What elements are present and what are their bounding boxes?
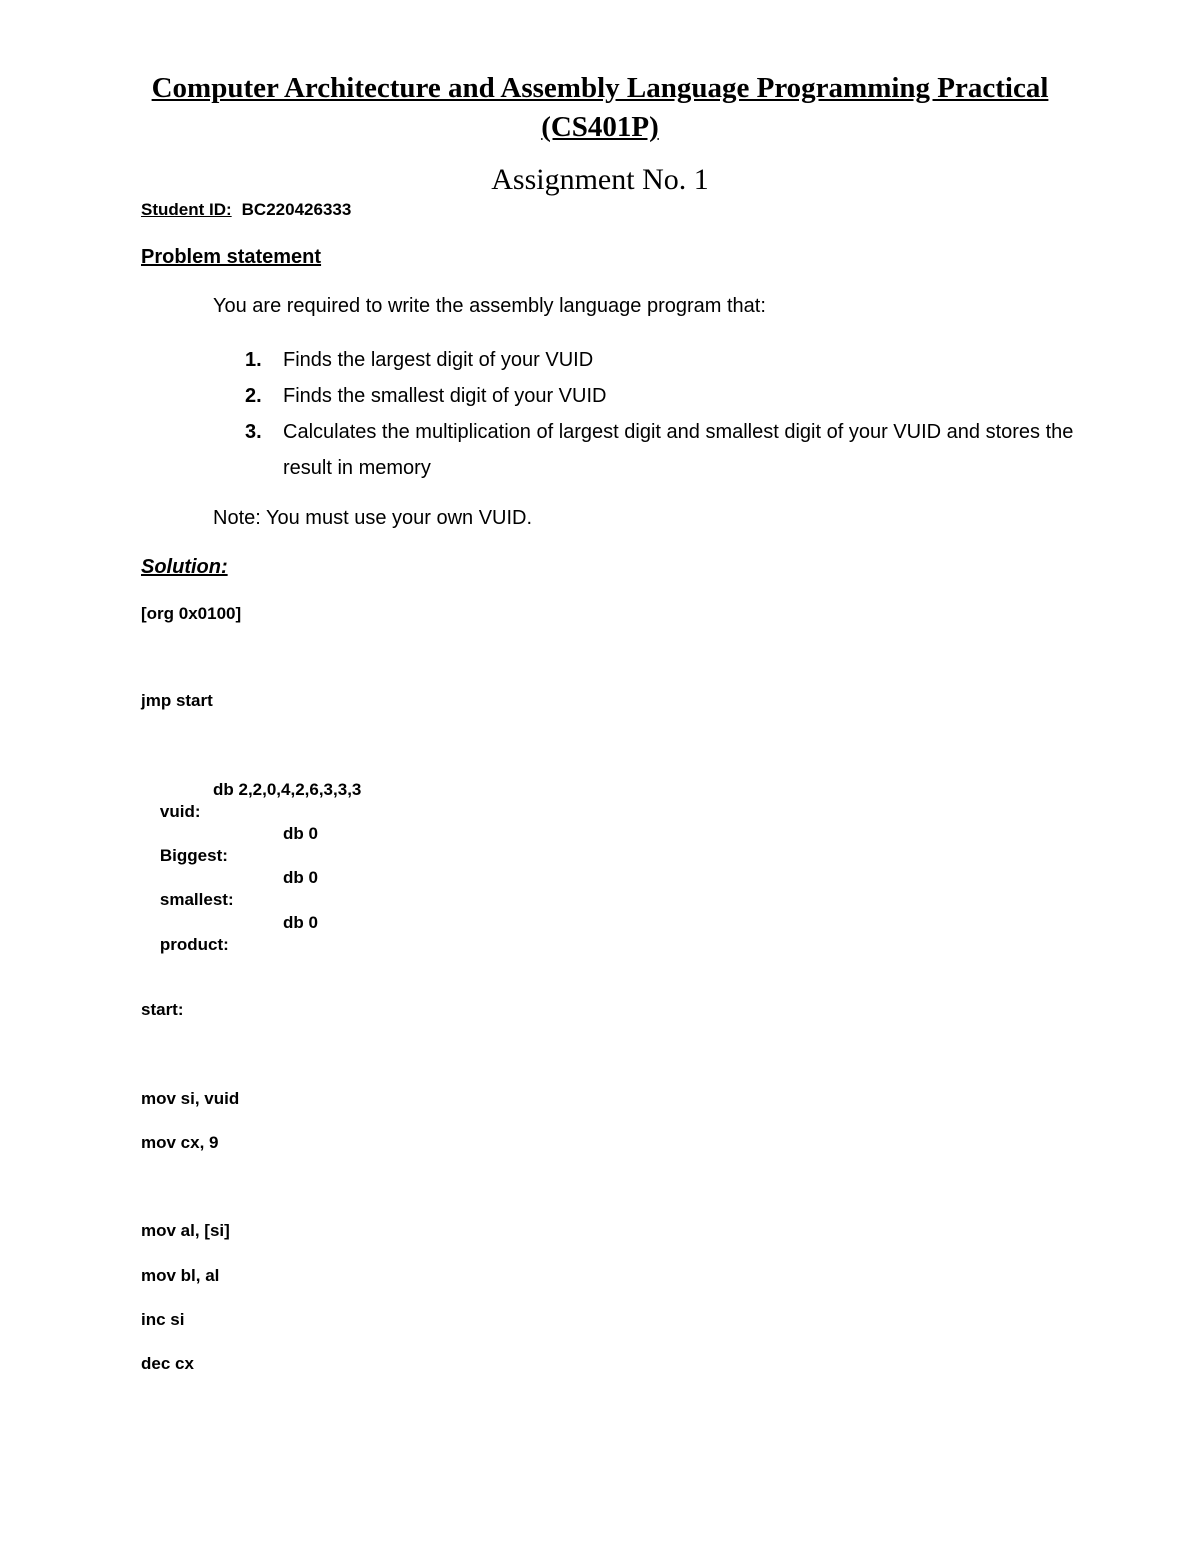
requirement-text: Finds the smallest digit of your VUID <box>283 385 607 407</box>
requirement-number: 2. <box>245 385 262 407</box>
code-value-biggest: db 0 <box>283 824 318 843</box>
requirement-item <box>245 414 1075 486</box>
code-line-inc-si: inc si <box>141 1310 185 1329</box>
code-line-start: start: <box>141 1000 184 1019</box>
problem-note: Note: You must use your own VUID. <box>213 507 533 529</box>
solution-heading: Solution: <box>141 556 228 578</box>
code-line-org: [org 0x0100] <box>141 604 242 623</box>
code-label-vuid: vuid: <box>159 802 201 821</box>
document-title-line-2: (CS401P) <box>541 111 659 143</box>
code-line-mov-cx: mov cx, 9 <box>141 1133 219 1152</box>
requirement-number: 1. <box>245 349 262 371</box>
student-id-row <box>141 199 351 221</box>
student-id-value: BC220426333 <box>241 200 352 219</box>
student-id-label: Student ID: <box>141 200 232 219</box>
code-line-dec-cx: dec cx <box>141 1354 194 1373</box>
code-line-mov-si: mov si, vuid <box>141 1089 240 1108</box>
assignment-heading: Assignment No. 1 <box>491 163 709 196</box>
requirement-number: 3. <box>245 421 262 443</box>
requirements-list <box>245 342 1075 486</box>
problem-intro: You are required to write the assembly language program that: <box>213 295 766 317</box>
code-line-jmp: jmp start <box>141 691 213 710</box>
code-value-vuid: db 2,2,0,4,2,6,3,3,3 <box>213 780 362 799</box>
code-label-smallest: smallest: <box>159 890 234 909</box>
code-value-product: db 0 <box>283 913 318 932</box>
requirement-item <box>245 378 1075 414</box>
code-line-product <box>141 912 318 978</box>
code-label-biggest: Biggest: <box>159 846 228 865</box>
code-label-product: product: <box>159 935 229 954</box>
requirement-text: Finds the largest digit of your VUID <box>283 349 594 371</box>
requirement-text: Calculates the multiplication of largest digit and smallest digit of your VUID and stores the result in memory <box>283 421 1074 479</box>
requirement-item <box>245 342 1075 378</box>
document-title-line-1: Computer Architecture and Assembly Language Programming Practical <box>151 72 1049 104</box>
problem-statement-heading: Problem statement <box>141 246 322 268</box>
code-line-mov-al: mov al, [si] <box>141 1221 230 1240</box>
code-line-mov-bl: mov bl, al <box>141 1266 220 1285</box>
code-value-smallest: db 0 <box>283 868 318 887</box>
